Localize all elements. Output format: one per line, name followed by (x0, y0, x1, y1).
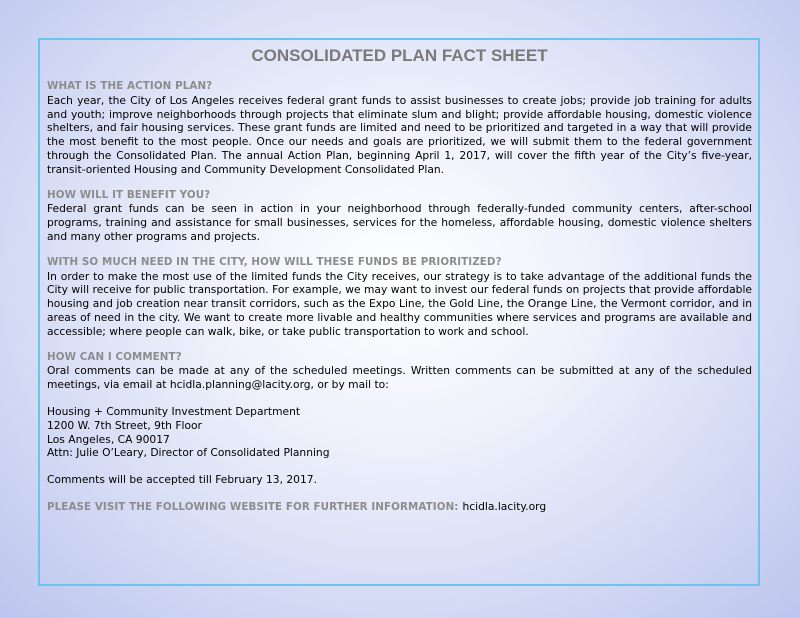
page-title: CONSOLIDATED PLAN FACT SHEET (251, 46, 548, 65)
section-body: In order to make the most use of the limited funds the City receives, our strategy is to take advantage of the additional funds the City will receive for public transportation. For example, we may want to invest our federal funds on projects that provide affordable housing and job creation near transit corridors, such as the Expo Line, the Gold Line, the Orange Line, the Vermont corridor, and in areas of need in the city. We want to create more livable and healthy communities where services and programs are available and accessible; where people can walk, bike, or take public transportation to work and school. (47, 269, 752, 338)
section-prioritized (47, 256, 752, 339)
section-action-plan (47, 80, 752, 177)
website-label: PLEASE VISIT THE FOLLOWING WEBSITE FOR FURTHER INFORMATION: (47, 500, 459, 513)
section-heading: WITH SO MUCH NEED IN THE CITY, HOW WILL THESE FUNDS BE PRIORITIZED? (47, 255, 502, 268)
fact-sheet-frame (38, 38, 760, 586)
address-line: Housing + Community Investment Department (47, 404, 301, 418)
website-link[interactable]: hcidla.lacity.org (462, 499, 547, 513)
section-heading: WHAT IS THE ACTION PLAN? (47, 80, 213, 92)
section-body: Federal grant funds can be seen in action in your neighborhood through federally-funded community centers, after-school programs, training and assistance for small businesses, services for the homeless, affordable housing, domestic violence shelters and many other programs and projects. (47, 202, 752, 243)
mailing-address (47, 405, 752, 460)
section-comment (47, 351, 752, 392)
address-line: Los Angeles, CA 90017 (47, 432, 170, 446)
address-line: Attn: Julie O’Leary, Director of Consolidated Planning (47, 446, 330, 460)
website-info (47, 500, 752, 515)
section-heading: HOW CAN I COMMENT? (47, 350, 182, 363)
section-benefit (47, 189, 752, 244)
section-heading: HOW WILL IT BENEFIT YOU? (47, 188, 211, 201)
section-body: Each year, the City of Los Angeles receives federal grant funds to assist businesses to create jobs; provide job training for adults and youth; improve neighborhoods through projects that eliminate slum and blight; provide affordable housing, domestic violence shelters, and fair housing services. These grant funds are limited and need to be prioritized and targeted in a way that will provide the most benefit to the most people. Once our needs and goals are prioritized, we will submit them to the federal government through the Consolidated Plan. The annual Action Plan, beginning April 1, 2017, will cover the fifth year of the City’s five-year, transit-oriented Housing and Community Development Consolidated Plan. (47, 93, 752, 176)
section-body: Oral comments can be made at any of the scheduled meetings. Written comments can be submitted at any of the scheduled meetings, via email at hcidla.planning@lacity.org, or by mail to: (47, 364, 752, 392)
fact-sheet-content (47, 46, 752, 515)
comment-deadline: Comments will be accepted till February 13, 2017. (47, 473, 317, 487)
address-line: 1200 W. 7th Street, 9th Floor (47, 418, 202, 432)
